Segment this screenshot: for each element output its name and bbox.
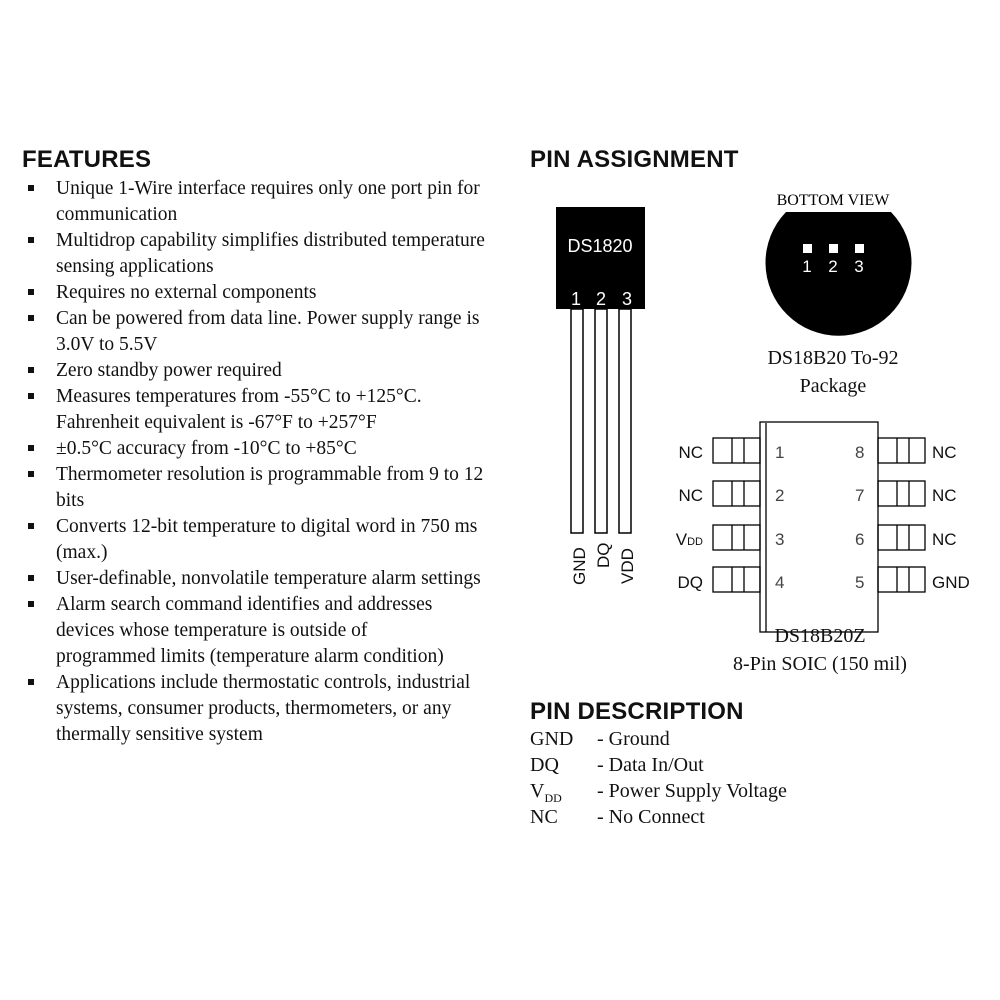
soic-pin-number: 2 bbox=[775, 486, 785, 505]
pin-name: NC bbox=[530, 806, 558, 828]
soic-pin-label: NC bbox=[932, 443, 957, 462]
pin-number: 2 bbox=[595, 289, 607, 309]
soic-pin-number: 4 bbox=[775, 573, 785, 592]
list-item: Measures temperatures from -55°C to +125°C. Fahrenheit equivalent is -67°F to +257°F bbox=[22, 384, 492, 436]
pin-desc: - No Connect bbox=[597, 806, 705, 828]
pin-name: $V_{DD}$ bbox=[530, 780, 562, 805]
part-label: DS1820 bbox=[567, 236, 633, 256]
list-item: Converts 12-bit temperature to digital word in 750 ms (max.) bbox=[22, 514, 492, 566]
list-item: Unique 1-Wire interface requires only one port pin for communication bbox=[22, 176, 492, 228]
pin-number: 2 bbox=[828, 257, 838, 276]
soic-pin-number: 8 bbox=[855, 443, 865, 462]
lead-label-vdd: VDD bbox=[618, 548, 637, 584]
list-item: Alarm search command identifies and addresses devices whose temperature is outside of programmed limits (temperature alarm condition) bbox=[22, 592, 492, 670]
pin-number: 3 bbox=[621, 289, 633, 309]
soic-pin-number: 6 bbox=[855, 530, 865, 549]
to92-caption-package: Package bbox=[799, 375, 867, 397]
pin-name: GND bbox=[530, 728, 574, 750]
soic-pin-label: NC bbox=[932, 530, 957, 549]
soic-pin-lead bbox=[878, 525, 925, 550]
list-item: Applications include thermostatic controls, industrial systems, consumer products, thermometers, or any thermally sensitive system bbox=[22, 670, 492, 748]
bottom-view-label: BOTTOM VIEW bbox=[776, 192, 890, 209]
soic-caption-package: 8-Pin SOIC (150 mil) bbox=[733, 653, 907, 675]
list-item: User-definable, nonvolatile temperature alarm settings bbox=[22, 566, 492, 592]
lead-label-dq: DQ bbox=[594, 542, 613, 568]
soic-pin-number: 7 bbox=[855, 486, 865, 505]
soic-pin-label: NC bbox=[678, 443, 703, 462]
soic-pin-label: NC bbox=[932, 486, 957, 505]
soic-pin-lead bbox=[713, 525, 760, 550]
soic-pin-lead bbox=[878, 481, 925, 506]
list-item: Thermometer resolution is programmable from 9 to 12 bits bbox=[22, 462, 492, 514]
list-item: Multidrop capability simplifies distributed temperature sensing applications bbox=[22, 228, 492, 280]
pin-number: 3 bbox=[854, 257, 864, 276]
features-heading: FEATURES bbox=[22, 146, 152, 173]
to92-bottom-view bbox=[765, 192, 911, 397]
list-item: Requires no external components bbox=[22, 280, 492, 306]
soic-caption: DS18B20Z bbox=[774, 625, 866, 647]
pin-desc: - Data In/Out bbox=[597, 754, 704, 776]
pin-desc: - Power Supply Voltage bbox=[597, 780, 787, 802]
soic-pin-lead bbox=[713, 481, 760, 506]
list-item: Zero standby power required bbox=[22, 358, 492, 384]
soic-package bbox=[713, 422, 925, 632]
list-item: ±0.5°C accuracy from -10°C to +85°C bbox=[22, 436, 492, 462]
list-item: Can be powered from data line. Power supply range is 3.0V to 5.5V bbox=[22, 306, 492, 358]
pin-description-heading: PIN DESCRIPTION bbox=[530, 698, 744, 725]
soic-pin-number: 1 bbox=[775, 443, 785, 462]
soic-pin-lead bbox=[713, 438, 760, 463]
soic-pin-number: 5 bbox=[855, 573, 865, 592]
soic-pin-label: GND bbox=[932, 573, 970, 592]
soic-pin-lead bbox=[713, 567, 760, 592]
soic-pin-label: NC bbox=[678, 486, 703, 505]
pin-number: 1 bbox=[802, 257, 812, 276]
to92-side-view bbox=[556, 207, 645, 585]
pin-assignment-heading: PIN ASSIGNMENT bbox=[530, 146, 739, 173]
pin-name: DQ bbox=[530, 754, 559, 776]
soic-pin-lead bbox=[878, 438, 925, 463]
soic-pin-lead bbox=[878, 567, 925, 592]
soic-pin-label: DQ bbox=[677, 573, 703, 592]
lead-label-gnd: GND bbox=[570, 547, 589, 585]
soic-pin-label-vdd: VDD bbox=[675, 530, 703, 549]
to92-caption: DS18B20 To-92 bbox=[767, 347, 899, 369]
soic-pin-number: 3 bbox=[775, 530, 785, 549]
pin-desc: - Ground bbox=[597, 728, 670, 750]
pin-number: 1 bbox=[570, 289, 582, 309]
